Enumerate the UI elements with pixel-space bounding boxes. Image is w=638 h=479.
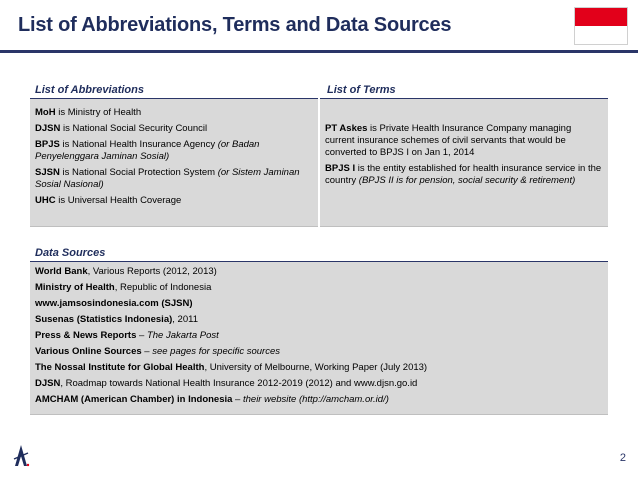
- sources-panel: [30, 262, 608, 415]
- indonesia-flag-icon: [574, 7, 628, 45]
- item-label: DJSN: [35, 378, 61, 389]
- item-text: is National Health Insurance Agency: [59, 139, 218, 150]
- item-text: , Roadmap towards National Health Insurance 2012-2019 (2012) and www.djsn.go.id: [60, 378, 418, 389]
- item-note: see pages for specific sources: [152, 346, 281, 357]
- item-label: DJSN: [35, 123, 61, 134]
- company-logo-icon: [12, 444, 32, 468]
- list-item: [35, 107, 312, 119]
- list-item: [325, 163, 602, 187]
- terms-heading: List of Terms: [327, 84, 396, 96]
- item-note: (or Badan Penyelenggara Jaminan Sosial): [35, 139, 260, 162]
- item-label: AMCHAM (American Chamber) in Indonesia: [35, 394, 233, 405]
- list-item: [35, 266, 602, 278]
- item-label: PT Askes: [325, 123, 368, 134]
- item-text: is Universal Health Coverage: [55, 195, 182, 206]
- title-divider: [0, 50, 638, 53]
- item-label: SJSN: [35, 167, 60, 178]
- item-text: , Republic of Indonesia: [114, 282, 212, 293]
- item-label: Susenas (Statistics Indonesia): [35, 314, 173, 325]
- item-label: Various Online Sources: [35, 346, 142, 357]
- item-text: is National Social Protection System: [59, 167, 218, 178]
- item-text: is National Social Security Council: [60, 123, 208, 134]
- item-label: World Bank: [35, 266, 88, 277]
- item-text: , University of Melbourne, Working Paper (July 2013): [204, 362, 428, 373]
- item-text: , Various Reports (2012, 2013): [87, 266, 217, 277]
- item-text: –: [136, 330, 147, 341]
- list-item: [325, 123, 602, 159]
- list-item: [35, 123, 312, 135]
- abbreviations-heading: List of Abbreviations: [35, 84, 144, 96]
- item-label: Ministry of Health: [35, 282, 115, 293]
- page-title: List of Abbreviations, Terms and Data Sources: [18, 14, 452, 36]
- item-text: is Ministry of Health: [55, 107, 142, 118]
- list-item: [35, 362, 602, 374]
- list-item: [35, 298, 602, 310]
- list-item: [35, 330, 602, 342]
- abbreviations-panel: [30, 99, 318, 227]
- item-note: (BPJS II is for pension, social security & retirement): [358, 175, 576, 186]
- item-note: The Jakarta Post: [146, 330, 219, 341]
- item-label: UHC: [35, 195, 56, 206]
- list-item: [35, 282, 602, 294]
- item-text: , 2011: [172, 314, 198, 325]
- item-label: www.jamsosindonesia.com (SJSN): [35, 298, 193, 309]
- item-label: BPJS: [35, 139, 60, 150]
- item-text: –: [141, 346, 153, 357]
- item-label: MoH: [35, 107, 56, 118]
- page-number: 2: [619, 452, 626, 464]
- item-note: (or Sistem Jaminan Sosial Nasional): [35, 167, 300, 190]
- list-item: [35, 167, 312, 191]
- item-label: The Nossal Institute for Global Health: [35, 362, 205, 373]
- item-text: is the entity established for health insurance service in the country: [325, 163, 602, 186]
- item-note: their website (http://amcham.or.id/): [242, 394, 389, 405]
- list-item: [35, 195, 312, 207]
- list-item: [35, 378, 602, 390]
- sources-heading: Data Sources: [35, 247, 106, 259]
- item-label: BPJS I: [325, 163, 356, 174]
- terms-panel: [320, 99, 608, 227]
- list-item: [35, 394, 602, 406]
- list-item: [35, 314, 602, 326]
- item-text: –: [232, 394, 243, 405]
- item-label: Press & News Reports: [35, 330, 137, 341]
- list-item: [35, 139, 312, 163]
- item-text: is Private Health Insurance Company managing current insurance schemes of civil servants that would be converted to BPJS I on Jan 1, 2014: [325, 123, 572, 158]
- list-item: [35, 346, 602, 358]
